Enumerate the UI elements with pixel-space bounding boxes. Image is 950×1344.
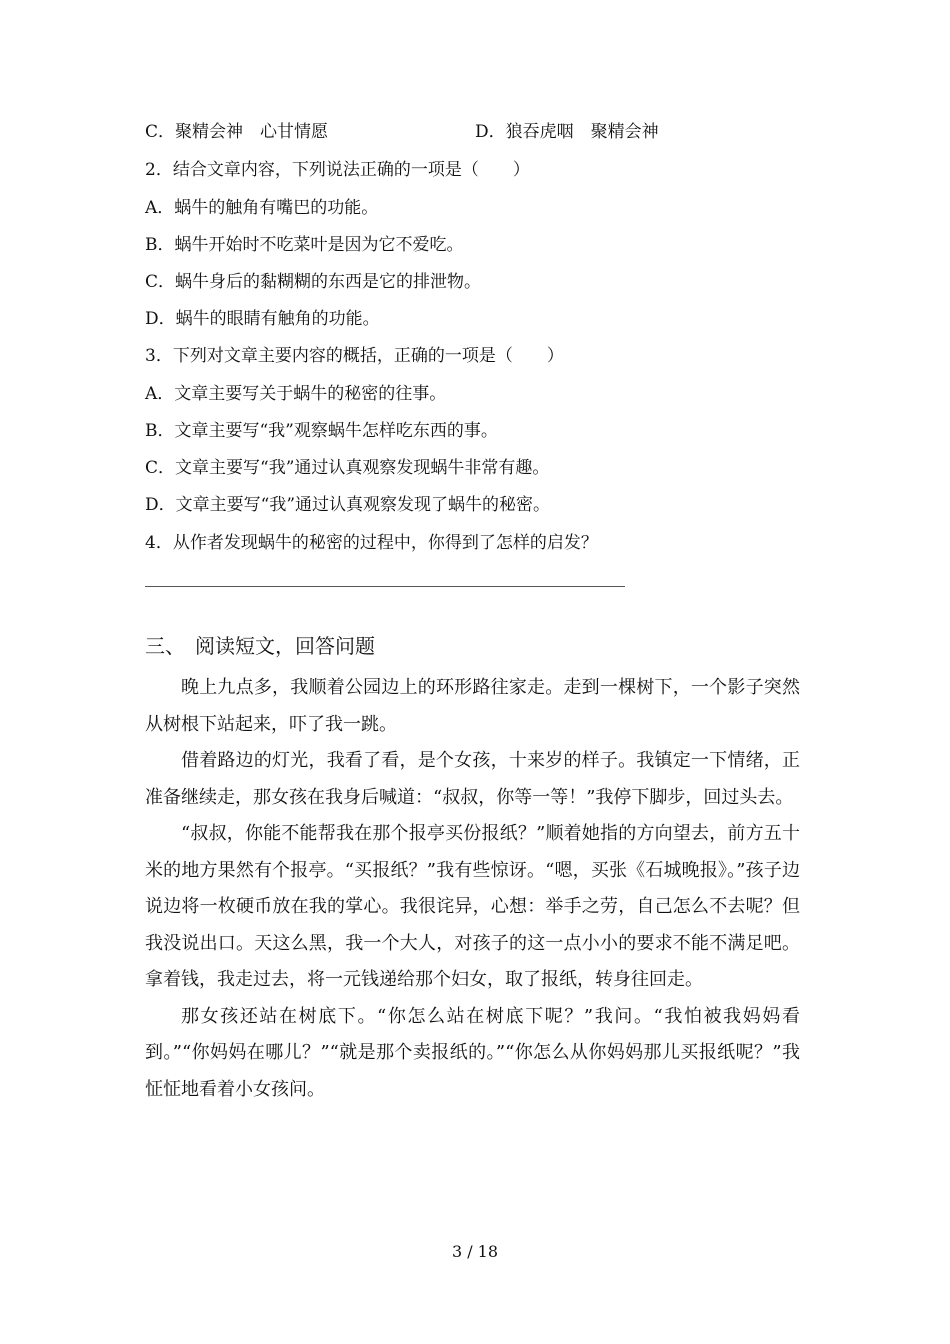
q4-answer-line[interactable] [145, 586, 625, 587]
passage-paragraph-4: 那女孩还站在树底下。“你怎么站在树底下呢？”我问。“我怕被我妈妈看到。”“你妈妈在哪儿？”“就是那个卖报纸的。”“你怎么从你妈妈那儿买报纸呢？”我怔怔地看着小女孩问。 [145, 1005, 800, 1100]
q3-option-c: C．文章主要写“我”通过认真观察发现蜗牛非常有趣。 [145, 458, 550, 478]
q3-option-d: D．文章主要写“我”通过认真观察发现了蜗牛的秘密。 [145, 495, 551, 515]
passage-paragraph-1: 晚上九点多，我顺着公园边上的环形路往家走。走到一棵树下，一个影子突然从树根下站起来，吓了我一跳。 [145, 677, 800, 735]
q3-option-b: B．文章主要写“我”观察蜗牛怎样吃东西的事。 [145, 421, 498, 441]
q3-stem: 3．下列对文章主要内容的概括，正确的一项是（ ） [145, 346, 564, 366]
q2-stem: 2．结合文章内容，下列说法正确的一项是（ ） [145, 160, 530, 180]
q3-option-a: A．文章主要写关于蜗牛的秘密的往事。 [145, 384, 447, 404]
q1-option-d: D．狼吞虎咽 聚精会神 [475, 122, 659, 142]
q4-stem: 4．从作者发现蜗牛的秘密的过程中，你得到了怎样的启发？ [145, 533, 598, 553]
q2-option-a: A．蜗牛的触角有嘴巴的功能。 [145, 198, 379, 218]
page-number: 3 / 18 [451, 1242, 499, 1261]
passage-paragraph-2: 借着路边的灯光，我看了看，是个女孩，十来岁的样子。我镇定一下情绪，正准备继续走，那女孩在我身后喊道：“叔叔，你等一等！”我停下脚步，回过头去。 [145, 750, 800, 808]
reading-passage [145, 670, 800, 1108]
passage-paragraph-3: “叔叔，你能不能帮我在那个报亭买份报纸？”顺着她指的方向望去，前方五十米的地方果然有个报亭。“买报纸？”我有些惊讶。“嗯，买张《石城晚报》。”孩子边说边将一枚硬币放在我的掌心。我很诧异，心想：举手之劳，自己怎么不去呢？但我没说出口。天这么黑，我一个大人，对孩子的这一点小小的要求不能不满足吧。拿着钱，我走过去，将一元钱递给那个妇女，取了报纸，转身往回走。 [145, 823, 800, 990]
q1-option-c: C．聚精会神 心甘情愿 [145, 122, 329, 142]
q1-options-row [145, 120, 805, 144]
section-title: 三、 阅读短文，回答问题 [145, 634, 375, 658]
q2-option-d: D．蜗牛的眼睛有触角的功能。 [145, 309, 380, 329]
q2-option-c: C．蜗牛身后的黏糊糊的东西是它的排泄物。 [145, 272, 482, 292]
q2-option-b: B．蜗牛开始时不吃菜叶是因为它不爱吃。 [145, 235, 464, 255]
